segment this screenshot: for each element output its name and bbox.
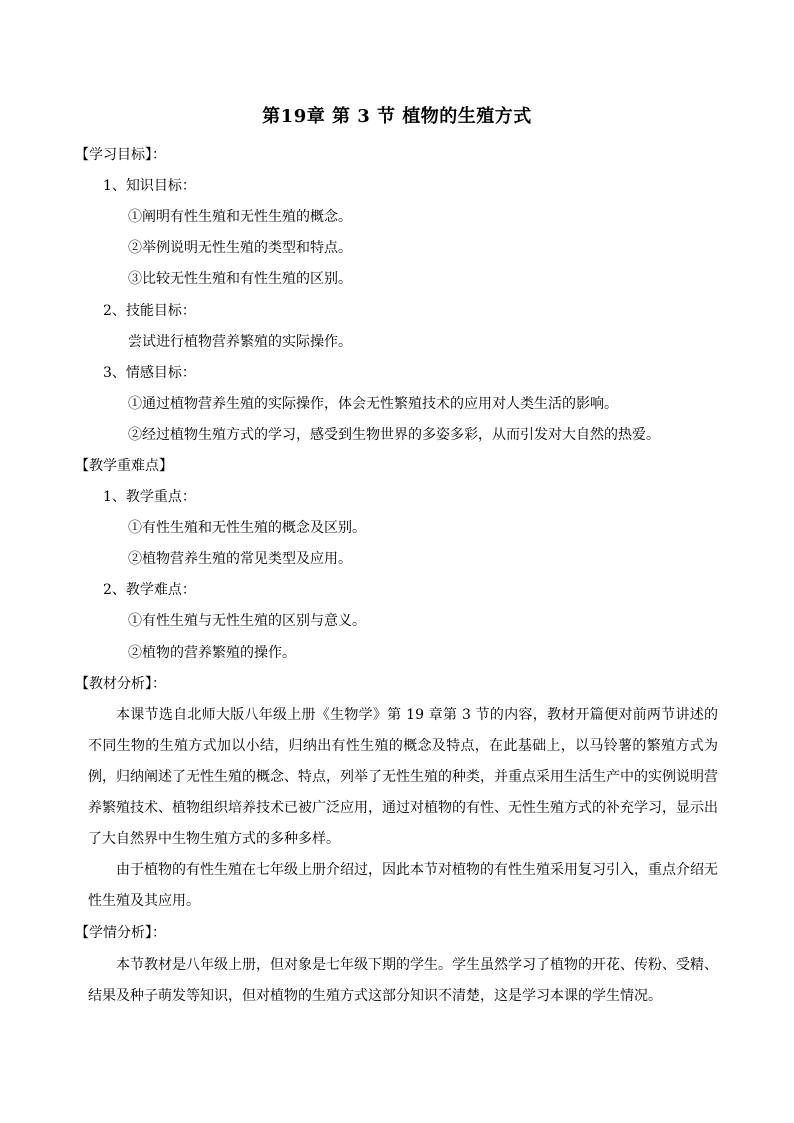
knowledge-goal-item: ③比较无性生殖和有性生殖的区别。 [128, 271, 352, 287]
emotion-goal-item: ②经过植物生殖方式的学习，感受到生物世界的多姿多彩，从而引发对大自然的热爱。 [128, 427, 660, 443]
emotion-goal-item: ①通过植物营养生殖的实际操作，体会无性繁殖技术的应用对人类生活的影响。 [128, 396, 618, 412]
skill-goal-label: 2、技能目标： [103, 303, 196, 319]
section-heading-textbook: 【教材分析】： [75, 676, 166, 692]
teaching-focus-label: 1、教学重点： [103, 489, 196, 505]
section-heading-goals: 【学习目标】： [75, 147, 166, 163]
knowledge-goal-item: ①阐明有性生殖和无性生殖的概念。 [128, 209, 352, 225]
teaching-difficulty-item: ②植物的营养繁殖的操作。 [128, 645, 296, 661]
textbook-analysis-paragraph: 由于植物的有性生殖在七年级上册介绍过，因此本节对植物的有性生殖采用复习引入，重点介绍无性生殖及其应用。 [88, 862, 718, 909]
teaching-focus-item: ②植物营养生殖的常见类型及应用。 [128, 551, 352, 567]
section-heading-students: 【学情分析】： [75, 925, 166, 941]
teaching-difficulty-label: 2、教学难点： [103, 582, 196, 598]
teaching-focus-item: ①有性生殖和无性生殖的概念及区别。 [128, 520, 366, 536]
skill-goal-item: 尝试进行植物营养繁殖的实际操作。 [128, 334, 352, 350]
section-heading-key-points: 【教学重难点】 [75, 458, 173, 474]
knowledge-goal-item: ②举例说明无性生殖的类型和特点。 [128, 240, 352, 256]
textbook-analysis-paragraph: 本课节选自北师大版八年级上册《生物学》第 19 章第 3 节的内容，教材开篇便对前两节讲述的不同生物的生殖方式加以小结，归纳出有性生殖的概念及特点，在此基础上，以马铃薯的繁殖方式为例，归纳阐述了无性生殖的概念、特点，列举了无性生殖的种类，并重点采用生活生产中的实例说明营养繁殖技术、植物组织培养技术已被广泛应用，通过对植物的有性、无性生殖方式的补充学习，显示出了大自然界中生物生殖方式的多种多样。 [88, 707, 718, 847]
emotion-goal-label: 3、情感目标： [103, 365, 196, 381]
knowledge-goal-label: 1、知识目标： [103, 178, 196, 194]
page-title: 第19章 第 3 节 植物的生殖方式 [262, 106, 532, 127]
student-analysis-paragraph: 本节教材是八年级上册，但对象是七年级下期的学生。学生虽然学习了植物的开花、传粉、受精、结果及种子萌发等知识，但对植物的生殖方式这部分知识不清楚，这是学习本课的学生情况。 [88, 957, 718, 1004]
teaching-difficulty-item: ①有性生殖与无性生殖的区别与意义。 [128, 613, 366, 629]
